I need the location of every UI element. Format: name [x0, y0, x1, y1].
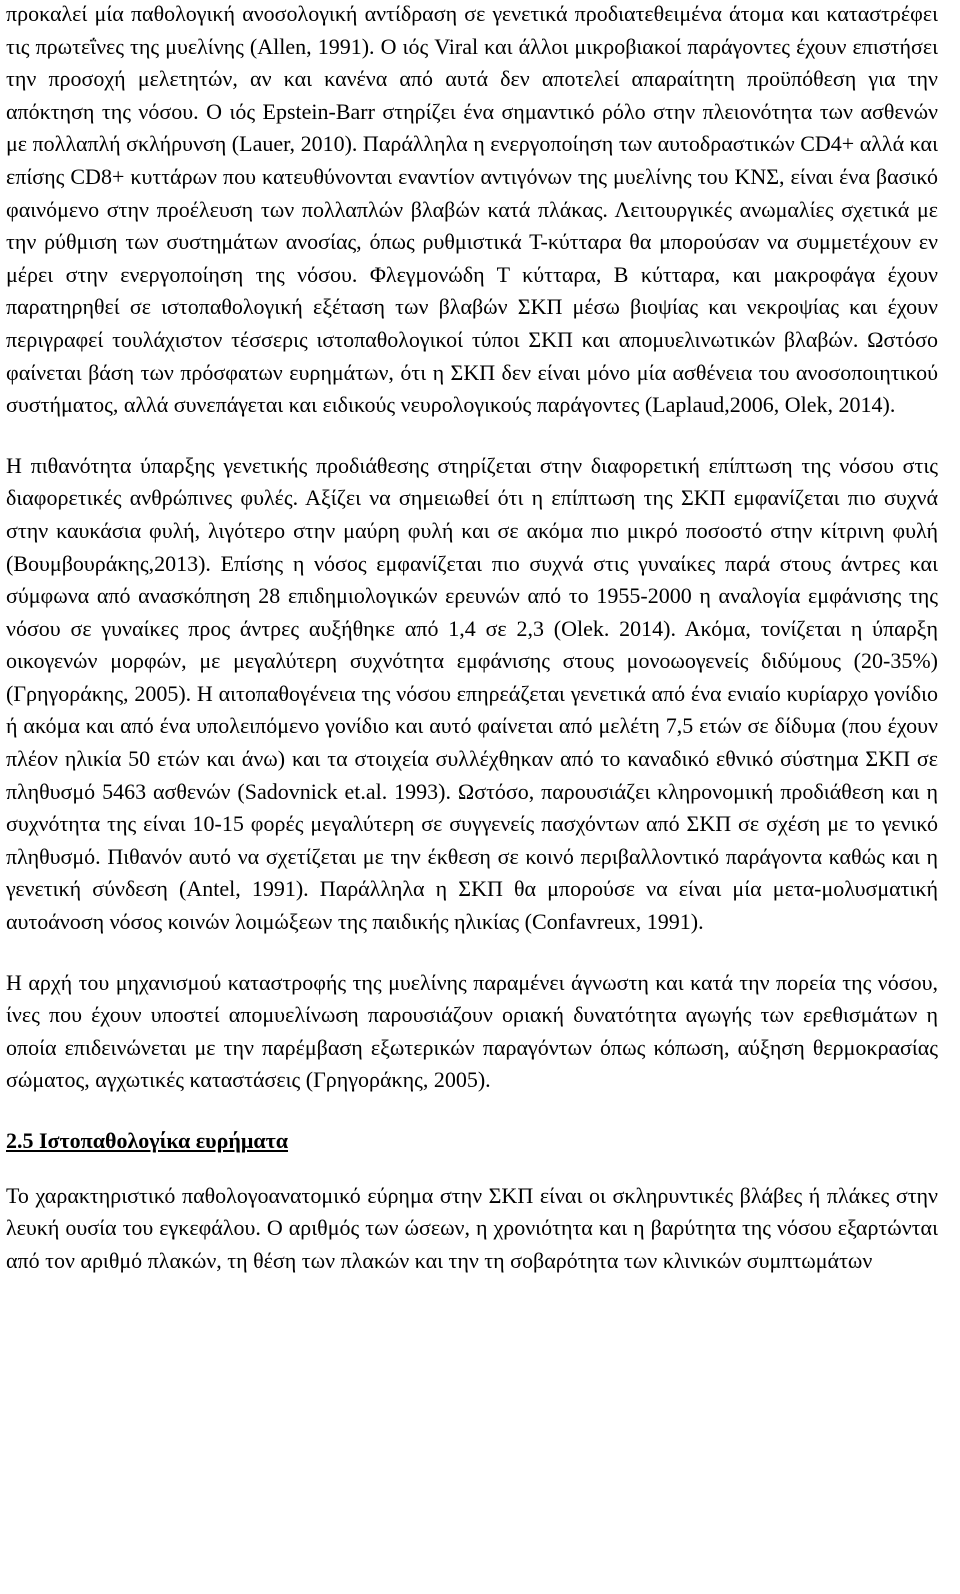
- document-page: [6, 0, 938, 1305]
- section-heading: 2.5 Ιστοπαθολογίκα ευρήματα: [6, 1128, 289, 1153]
- paragraph-mechanism: Η αρχή του μηχανισμού καταστροφής της μυελίνης παραμένει άγνωστη και κατά την πορεία της νόσου, ίνες που έχουν υποστεί απομυελίνωση παρουσιάζουν οριακή δυνατότητα αγωγής των ερεθισμάτων η οποία επιδεινώνεται με την παρέμβαση εξωτερικών παραγόντων όπως κόπωση, αύξηση θερμοκρασίας σώματος, αγχωτικές καταστάσεις (Γρηγοράκης, 2005).: [6, 969, 938, 1093]
- paragraph-genetics: Η πιθανότητα ύπαρξης γενετικής προδιάθεσης στηρίζεται στην διαφορετική επίπτωση της νόσου στις διαφορετικές ανθρώπινες φυλές. Αξίζει να σημειωθεί ότι η επίπτωση της ΣΚΠ εμφανίζεται πιο συχνά στην καυκάσια φυλή, λιγότερο στην μαύρη φυλή και σε ακόμα πιο μικρό ποσοστό στην κίτρινη φυλή (Βουμβουράκης,2013). Επίσης η νόσος εμφανίζεται πιο συχνά στις γυναίκες παρά στους άντρες και σύμφωνα από ανασκόπηση 28 επιδημιολογικών ερευνών από το 1955-2000 η αναλογία εμφάνισης της νόσου σε γυναίκες προς άντρες αυξήθηκε από 1,4 σε 2,3 (Olek. 2014). Ακόμα, τονίζεται η ύπαρξη οικογενών μορφών, με μεγαλύτερη συχνότητα εμφάνισης στους μονοωογενείς διδύμους (20-35%) (Γρηγοράκης, 2005). Η αιτοπαθογένεια της νόσου επηρεάζεται γενετικά από ένα ενιαίο κυρίαρχο γονίδιο ή ακόμα και από ένα υπολειπόμενο γονίδιο και αυτό φαίνεται από μελέτη 7,5 ετών σε δίδυμα (που έχουν πλέον ηλικία 50 ετών και άνω) και τα στοιχεία συλλέχθηκαν από το καναδικό εθνικό σύστημα ΣΚΠ σε πληθυσμό 5463 ασθενών (Sadovnick et.al. 1993). Ωστόσο, παρουσιάζει κληρονομική προδιάθεση και η συχνότητα της είναι 10-15 φορές μεγαλύτερη σε συγγενείς πασχόντων από ΣΚΠ σε σχέση με το γενικό πληθυσμό. Πιθανόν αυτό να σχετίζεται με την έκθεση σε κοινό περιβαλλοντικό παράγοντα καθώς και η γενετική σύνδεση (Antel, 1991). Παράλληλα η ΣΚΠ θα μπορούσε να είναι μία μετα-μολυσματική αυτοάνοση νόσος κοινών λοιμώξεων της παιδικής ηλικίας (Confavreux, 1991).: [6, 452, 938, 935]
- paragraph-immunology: προκαλεί μία παθολογική ανοσολογική αντίδραση σε γενετικά προδιατεθειμένα άτομα και καταστρέφει τις πρωτεΐνες της μυελίνης (Allen, 1991). Ο ιός Viral και άλλοι μικροβιακοί παράγοντες έχουν επιστήσει την προσοχή μελετητών, αν και κανένα από αυτά δεν αποτελεί απαραίτητη προϋπόθεση για την απόκτηση της νόσου. Ο ιός Epstein-Barr στηρίζει ένα σημαντικό ρόλο στην πλειονότητα των ασθενών με πολλαπλή σκλήρυνση (Lauer, 2010). Παράλληλα η ενεργοποίηση των αυτοδραστικών CD4+ αλλά και επίσης CD8+ κυττάρων που κατευθύνονται εναντίον αντιγόνων της μυελίνης του ΚΝΣ, είναι ένα βασικό φαινόμενο στην προέλευση των πολλαπλών βλαβών κατά πλάκας. Λειτουργικές ανωμαλίες σχετικά με την ρύθμιση των συστημάτων ανοσίας, όπως ρυθμιστικά Τ-κύτταρα θα μπορούσαν να συμμετέχουν εν μέρει στην ενεργοποίηση της νόσου. Φλεγμονώδη Τ κύτταρα, Β κύτταρα, και μακροφάγα έχουν παρατηρηθεί σε ιστοπαθολογική εξέταση των βλαβών ΣΚΠ μέσω βιοψίας και νεκροψίας και έχουν περιγραφεί τουλάχιστον τέσσερις ιστοπαθολογικοί τύποι ΣΚΠ και απομυελινωτικών βλαβών. Ωστόσο φαίνεται βάση των πρόσφατων ευρημάτων, ότι η ΣΚΠ δεν είναι μόνο μία ασθένεια του ανοσοποιητικού συστήματος, αλλά συνεπάγεται και ειδικούς νευρολογικούς παράγοντες (Laplaud,2006, Olek, 2014).: [6, 1, 938, 418]
- paragraph-histopathology: Το χαρακτηριστικό παθολογοανατομικό εύρημα στην ΣΚΠ είναι οι σκληρυντικές βλάβες ή πλάκες στην λευκή ουσία του εγκεφάλου. Ο αριθμός των ώσεων, η χρονιότητα και η βαρύτητα της νόσου εξαρτώνται από τον αριθμό πλακών, τη θέση των πλακών και την τη σοβαρότητα των κλινικών συμπτωμάτων: [6, 1182, 938, 1273]
